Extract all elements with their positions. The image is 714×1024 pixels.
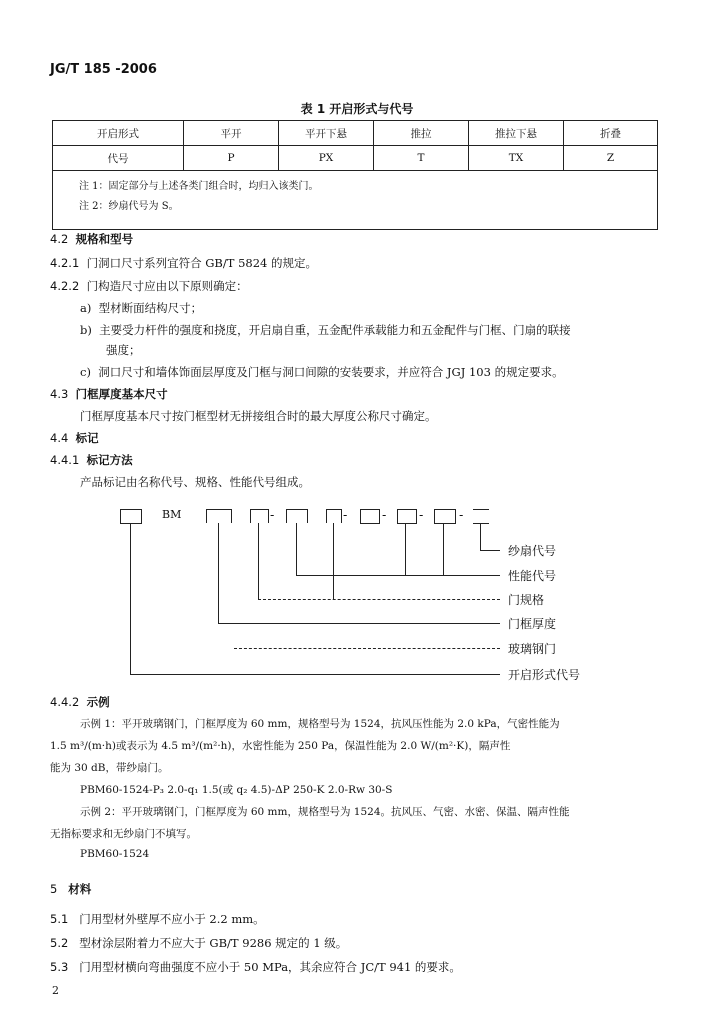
separator: - [270,508,275,522]
example-text: 1.5 m³/(m·h)或表示为 4.5 m³/(m²·h)，水密性能为 250 Pa，保温性能为 2.0 W/(m²·K)，隔声性 [50,740,511,752]
table-note: 注 2：纱扇代号为 S。 [79,201,179,212]
example-text: 示例 2：平开玻璃钢门，门框厚度为 60 mm，规格型号为 1524。抗风压、气密、水密、保温、隔声性能 [80,806,570,818]
table-cell: 推拉 [374,121,469,146]
table-cell: Z [564,146,658,171]
diagram-label: 门规格 [508,593,545,607]
section-5-2: 5.2 型材涂层附着力不应大于 GB/T 9286 规定的 1 级。 [50,936,348,950]
section-5-heading: 5 材料 [50,882,92,896]
leader-line [218,523,219,623]
separator: - [459,508,464,522]
leader-line [130,674,500,675]
section-4-3-text: 门框厚度基本尺寸按门框型材无拼接组合时的最大厚度公称尺寸确定。 [80,409,437,423]
list-item-continuation: 强度； [106,343,141,357]
code-box [326,509,342,523]
diagram-label: 性能代号 [508,569,557,583]
leader-line [258,599,500,600]
section-4-3-heading: 4.3 门框厚度基本尺寸 [50,387,168,401]
code-box [434,509,456,524]
section-4-4-1-text: 产品标记由名称代号、规格、性能代号组成。 [80,475,310,489]
table-title: 表 1 开启形式与代号 [300,102,414,116]
section-4-4-2-heading: 4.4.2 示例 [50,695,110,709]
section-4-2-2: 4.2.2 门构造尺寸应由以下原则确定： [50,279,248,293]
diagram-label: 门框厚度 [508,617,557,631]
leader-line [130,523,131,674]
example-text: 能为 30 dB，带纱扇门。 [50,762,169,774]
separator: - [419,508,424,522]
leader-line [443,523,444,575]
section-4-4-1-heading: 4.4.1 标记方法 [50,453,133,467]
example-code: PBM60-1524 [80,848,150,860]
separator: - [343,508,348,522]
table-note: 注 1：固定部分与上述各类门组合时，均归入该类门。 [79,181,319,192]
leader-line [333,523,334,599]
table-header-row [53,121,658,146]
table-cell: 代号 [53,146,184,171]
list-item: c) 洞口尺寸和墙体饰面层厚度及门框与洞口间隙的安装要求，并应符合 JGJ 103 的规定要求。 [80,365,564,379]
standard-code: JG/T 185 -2006 [50,62,157,77]
table-cell: 推拉下悬 [469,121,564,146]
table-cell: 平开 [184,121,279,146]
leader-line [234,648,500,649]
page-number: 2 [52,984,59,997]
table-cell: 平开下悬 [279,121,374,146]
code-box [473,509,489,524]
example-text: 无指标要求和无纱扇门不填写。 [50,828,197,840]
section-5-3: 5.3 门用型材横向弯曲强度不应小于 50 MPa，其余应符合 JC/T 941 的要求。 [50,960,461,974]
leader-line [480,523,481,550]
opening-type-table [52,120,658,230]
list-item: a) 型材断面结构尺寸； [80,301,203,315]
diagram-label: 玻璃钢门 [508,642,557,656]
separator: - [382,508,387,522]
section-4-2-heading: 4.2 规格和型号 [50,232,134,246]
leader-line [296,523,297,575]
example-text: 示例 1：平开玻璃钢门，门框厚度为 60 mm，规格型号为 1524，抗风压性能为 2.0 kPa，气密性能为 [80,718,560,730]
code-box [250,509,269,523]
leader-line [480,550,500,551]
leader-line [296,575,500,576]
code-box [397,509,417,524]
table-cell: T [374,146,469,171]
table-code-row [53,146,658,171]
table-notes-row [53,171,658,230]
section-4-4-heading: 4.4 标记 [50,431,99,445]
code-box [286,509,308,523]
table-cell: P [184,146,279,171]
leader-line [258,523,259,599]
section-4-2-1: 4.2.1 门洞口尺寸系列宜符合 GB/T 5824 的规定。 [50,256,317,270]
list-item: b) 主要受力杆件的强度和挠度，开启扇自重，五金配件承载能力和五金配件与门框、门扇的联接 [80,323,571,337]
code-box [120,509,142,524]
code-box [360,509,380,524]
table-cell: PX [279,146,374,171]
section-5-1: 5.1 门用型材外壁厚不应小于 2.2 mm。 [50,912,265,926]
leader-line [405,523,406,575]
leader-line [218,623,500,624]
code-box [206,509,232,523]
diagram-label: 纱扇代号 [508,544,557,558]
table-cell: 开启形式 [53,121,184,146]
example-code: PBM60-1524-P₃ 2.0-q₁ 1.5(或 q₂ 4.5)-ΔP 250-K 2.0-Rw 30-S [80,784,393,796]
table-cell: 折叠 [564,121,658,146]
diagram-label: 开启形式代号 [508,668,581,682]
table-notes [53,171,658,230]
table-cell: TX [469,146,564,171]
bm-prefix: BM [162,508,182,521]
